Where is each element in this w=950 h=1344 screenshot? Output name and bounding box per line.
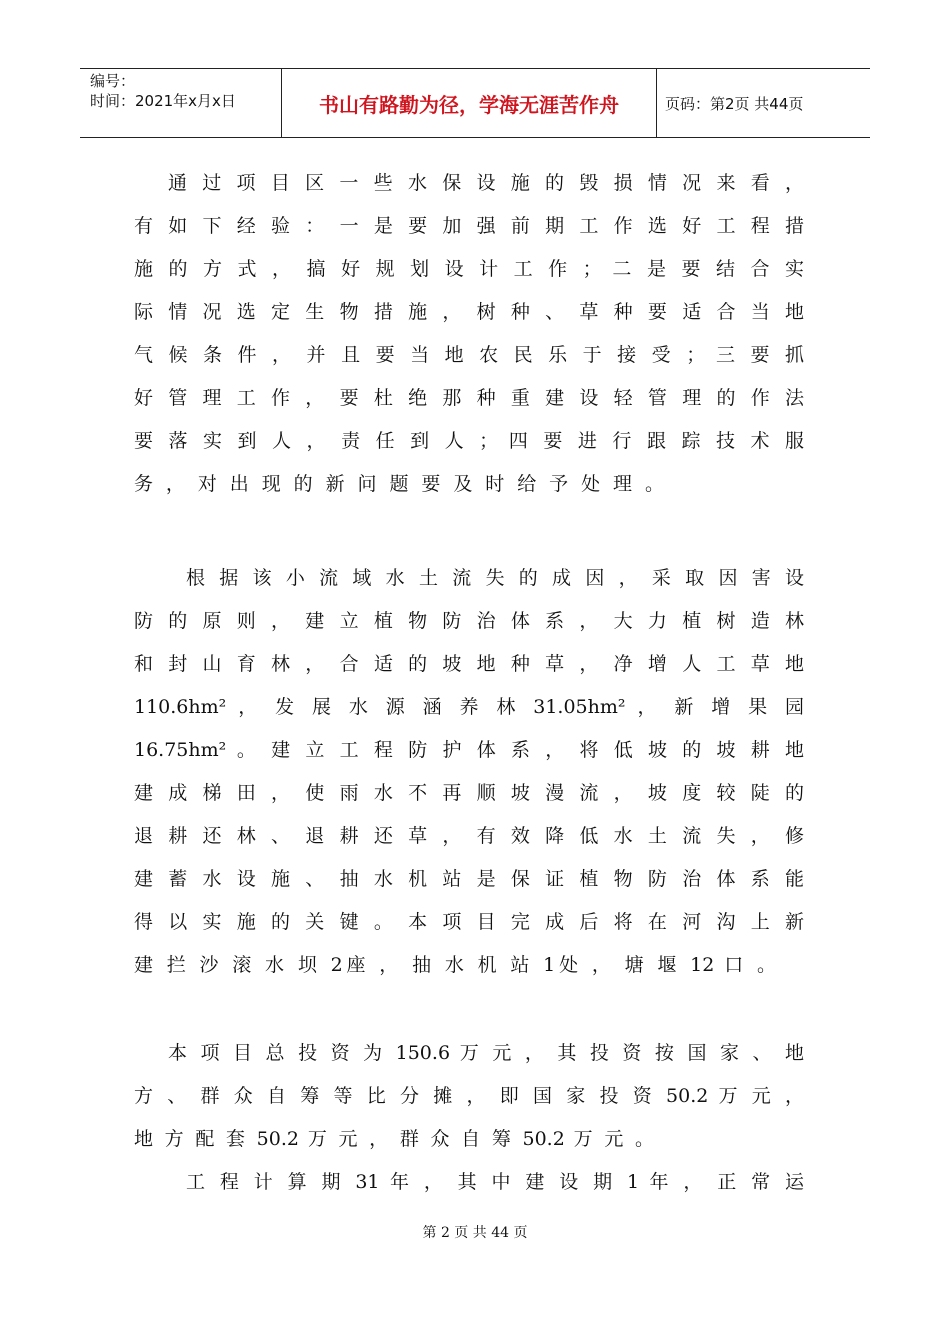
text-line: 根 据 该 小 流 域 水 土 流 失 的 成 因 ， 采 取 因 害 设	[186, 567, 804, 589]
text-line: 工 程 计 算 期 31 年 ， 其 中 建 设 期 1 年 ， 正 常 运	[186, 1171, 804, 1193]
header-meta	[90, 71, 280, 111]
text-line: 本 项 目 总 投 资 为 150.6 万 元 ， 其 投 资 按 国 家 、 地	[168, 1042, 804, 1064]
page-header	[80, 68, 870, 138]
text-line: 地 方 配 套 50.2 万 元 ， 群 众 自 筹 50.2 万 元 。	[134, 1128, 654, 1150]
time-label: 时间：2021年x月x日	[90, 92, 236, 110]
text-line: 和 封 山 育 林 ， 合 适 的 坡 地 种 草 ， 净 增 人 工 草 地	[134, 653, 804, 675]
text-line: 110.6hm² ， 发 展 水 源 涵 养 林 31.05hm² ， 新 增 果 园	[134, 696, 804, 718]
text-line: 有 如 下 经 验 ： 一 是 要 加 强 前 期 工 作 选 好 工 程 措	[134, 215, 804, 237]
header-page-info: 页码：第2页 共44页	[665, 94, 804, 113]
text-line: 建 蓄 水 设 施 、 抽 水 机 站 是 保 证 植 物 防 治 体 系 能	[134, 868, 804, 890]
text-line: 防 的 原 则 ， 建 立 植 物 防 治 体 系 ， 大 力 植 树 造 林	[134, 610, 804, 632]
text-line: 际 情 况 选 定 生 物 措 施 ， 树 种 、 草 种 要 适 合 当 地	[134, 301, 804, 323]
text-line: 退 耕 还 林 、 退 耕 还 草 ， 有 效 降 低 水 土 流 失 ， 修	[134, 825, 804, 847]
text-line: 务 ， 对 出 现 的 新 问 题 要 及 时 给 予 处 理 。	[134, 473, 664, 495]
header-divider	[656, 69, 657, 137]
text-line: 16.75hm² 。 建 立 工 程 防 护 体 系 ， 将 低 坡 的 坡 耕 地	[134, 739, 804, 761]
page-footer: 第 2 页 共 44 页	[422, 1225, 528, 1241]
number-label: 编号：	[90, 72, 136, 90]
text-line: 建 成 梯 田 ， 使 雨 水 不 再 顺 坡 漫 流 ， 坡 度 较 陡 的	[134, 782, 804, 804]
text-line: 气 候 条 件 ， 并 且 要 当 地 农 民 乐 于 接 受 ； 三 要 抓	[134, 344, 804, 366]
text-line: 施 的 方 式 ， 搞 好 规 划 设 计 工 作 ； 二 是 要 结 合 实	[134, 258, 804, 280]
text-line: 好 管 理 工 作 ， 要 杜 绝 那 种 重 建 设 轻 管 理 的 作 法	[134, 387, 804, 409]
text-line: 要 落 实 到 人 ， 责 任 到 人 ； 四 要 进 行 跟 踪 技 术 服	[134, 430, 804, 452]
text-line: 方 、 群 众 自 筹 等 比 分 摊 ， 即 国 家 投 资 50.2 万 元 ，	[134, 1085, 804, 1107]
text-line: 通 过 项 目 区 一 些 水 保 设 施 的 毁 损 情 况 来 看 ，	[168, 172, 804, 194]
text-line: 得 以 实 施 的 关 键 。 本 项 目 完 成 后 将 在 河 沟 上 新	[134, 911, 804, 933]
header-motto: 书山有路勤为径，学海无涯苦作舟	[319, 92, 619, 117]
text-line: 建 拦 沙 滚 水 坝 2座 ， 抽 水 机 站 1处 ， 塘 堰 12 口 。	[134, 954, 776, 976]
